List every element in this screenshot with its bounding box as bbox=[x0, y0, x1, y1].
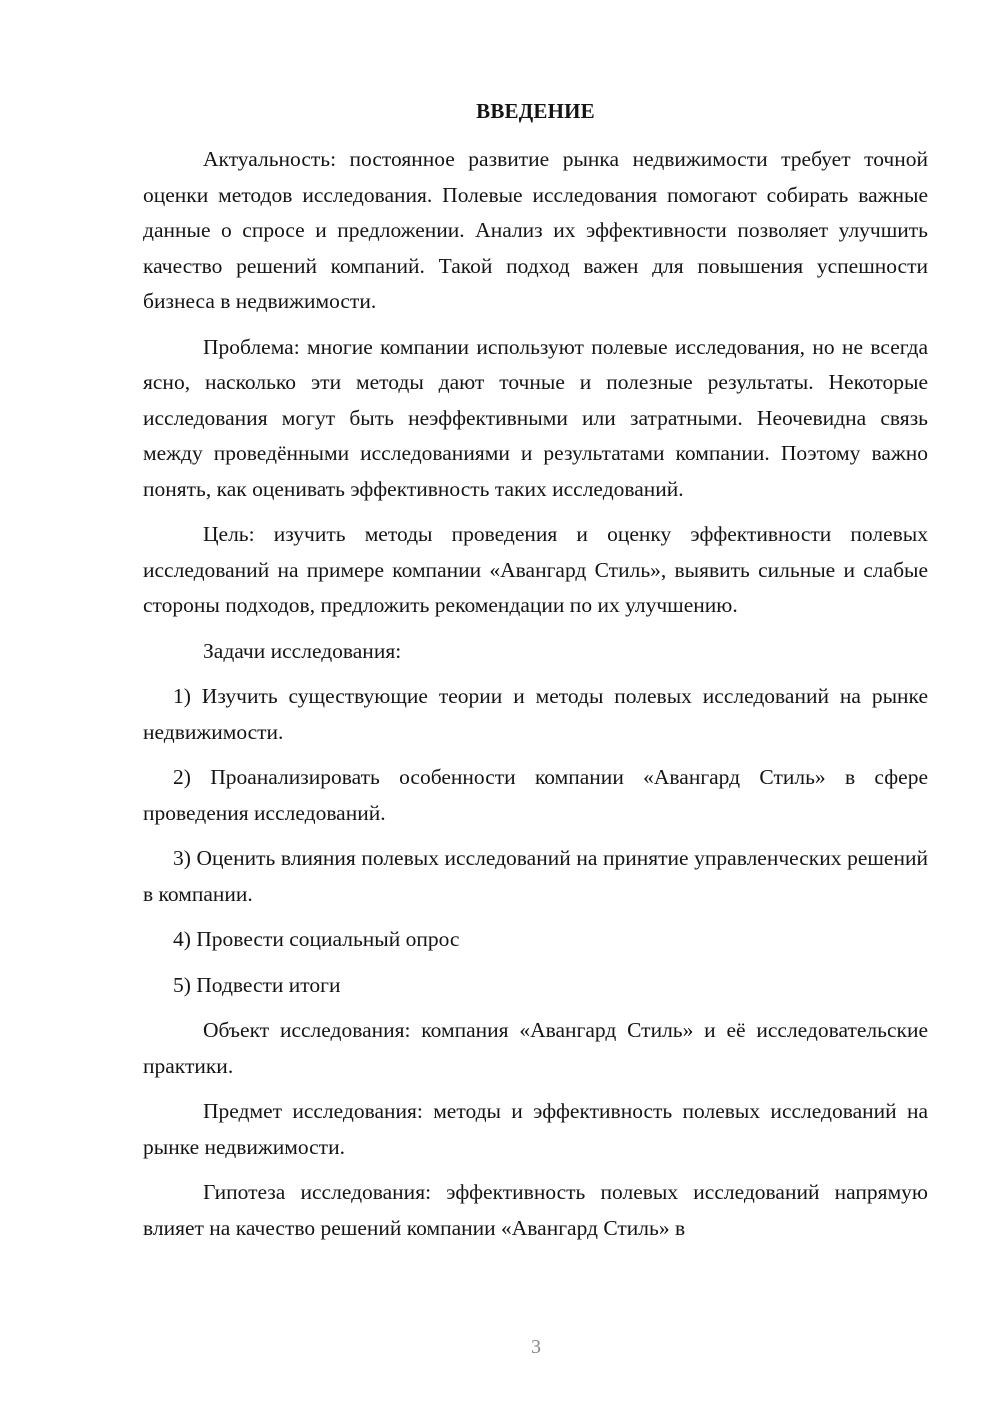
tasks-heading: Задачи исследования: bbox=[203, 638, 402, 663]
task-item: 2) Проанализировать особенности компании «Авангард Стиль» в сфере проведения исследований. bbox=[143, 765, 928, 825]
task-item: 5) Подвести итоги bbox=[173, 972, 341, 997]
paragraph-subject: Предмет исследования: методы и эффективность полевых исследований на рынке недвижимости. bbox=[143, 1099, 928, 1159]
body-text bbox=[143, 142, 928, 1256]
task-item: 4) Провести социальный опрос bbox=[173, 927, 460, 951]
paragraph-relevance: Актуальность: постоянное развитие рынка недвижимости требует точной оценки методов исследования. Полевые исследования помогают собирать важные данные о спросе и предложении. Анализ их эффективности позволяет улучшить качество решений компаний. Такой подход важен для повышения успешности бизнеса в недвижимости. bbox=[143, 147, 928, 313]
paragraph-hypothesis: Гипотеза исследования: эффективность полевых исследований напрямую влияет на качество решений компании «Авангард Стиль» в bbox=[143, 1180, 928, 1240]
paragraph-problem: Проблема: многие компании используют полевые исследования, но не всегда ясно, насколько эти методы дают точные и полезные результаты. Некоторые исследования могут быть неэффективными или затратными. Неочевидна связь между проведёнными исследованиями и результатами компании. Поэтому важно понять, как оценивать эффективность таких исследований. bbox=[143, 334, 928, 501]
page-number: 3 bbox=[531, 1336, 541, 1358]
page-title: ВВЕДЕНИЕ bbox=[476, 99, 595, 123]
task-item: 3) Оценить влияния полевых исследований на принятие управленческих решений в компании. bbox=[143, 846, 928, 906]
paragraph-goal: Цель: изучить методы проведения и оценку эффективности полевых исследований на примере компании «Авангард Стиль», выявить сильные и слабые стороны подходов, предложить рекомендации по их улучшению. bbox=[143, 522, 928, 617]
task-item: 1) Изучить существующие теории и методы полевых исследований на рынке недвижимости. bbox=[143, 684, 928, 744]
paragraph-object: Объект исследования: компания «Авангард Стиль» и её исследовательские практики. bbox=[143, 1018, 928, 1078]
